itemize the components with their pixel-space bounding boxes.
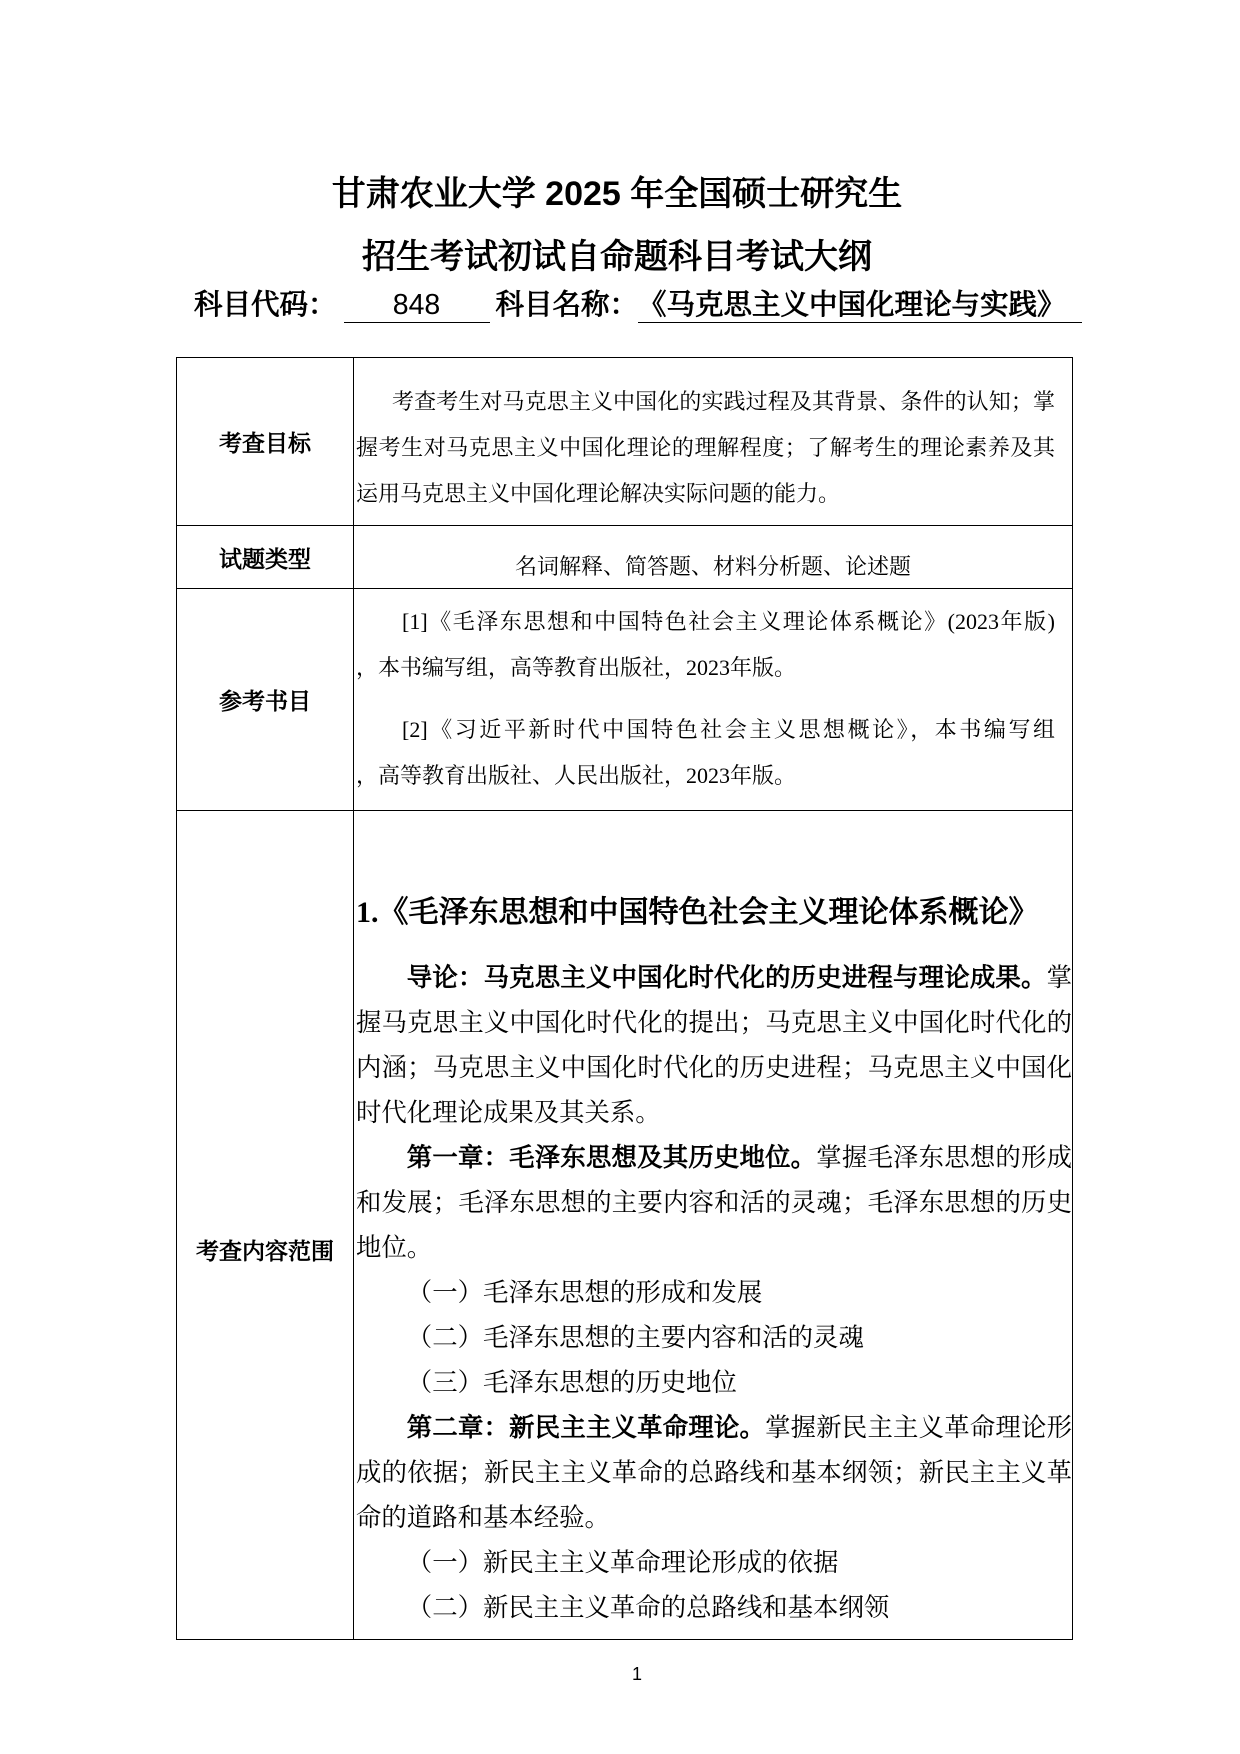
scope-label: 考查内容范围 (196, 1237, 334, 1264)
scope-sub-item: （二）新民主主义革命的总路线和基本纲领 (406, 1594, 890, 1622)
reference-line: [1]《毛泽东思想和中国特色社会主义理论体系概论》(2023年版) (402, 609, 1055, 634)
reference-item (356, 599, 1055, 691)
paragraph-lead: 导论：马克思主义中国化时代化的历史进程与理论成果。 (406, 964, 1047, 992)
paragraph-lead: 第二章：新民主主义革命理论。 (406, 1414, 766, 1442)
references-content-cell (354, 589, 1073, 811)
references-label-cell (177, 589, 354, 811)
scope-label-cell (177, 811, 354, 1640)
scope-sub-item: （一）毛泽东思想的形成和发展 (406, 1279, 763, 1307)
question-types-content-cell (354, 526, 1073, 589)
subject-code-value: 848 (344, 288, 490, 323)
paragraph-text: 掌握马克思主义中国化时代化的提出；马克思主义中国化时代化的内涵；马克思主义中国化时代化的历史进程；马克思主义中国化时代化理论成果及其关系。 (356, 964, 1072, 1127)
paragraph-text: 掌握新民主主义革命理论形成的依据；新民主主义革命的总路线和基本纲领；新民主主义革命的道路和基本经验。 (356, 1414, 1073, 1532)
page-number: 1 (631, 1664, 642, 1684)
scope-content-cell (354, 811, 1073, 1640)
scope-heading: 1.《毛泽东思想和中国特色社会主义理论体系概论》 (356, 896, 1039, 929)
subject-name-value: 《马克思主义中国化理论与实践》 (638, 288, 1082, 323)
scope-sub-item: （一）新民主主义革命理论形成的依据 (406, 1549, 839, 1577)
scope-paragraph (356, 956, 1072, 1136)
subject-code-label: 科目代码： (194, 289, 337, 321)
scope-sub-item: （二）毛泽东思想的主要内容和活的灵魂 (406, 1324, 864, 1352)
objectives-label: 考查目标 (219, 430, 311, 456)
reference-item (356, 707, 1055, 799)
references-label: 参考书目 (219, 688, 311, 714)
question-types-label: 试题类型 (219, 545, 311, 572)
objectives-label-cell (177, 358, 354, 526)
subject-line (194, 288, 1082, 326)
reference-line: ，本书编写组，高等教育出版社，2023年版。 (356, 655, 797, 680)
reference-line: ，高等教育出版社、人民出版社，2023年版。 (356, 763, 797, 788)
scope-paragraph (356, 1136, 1072, 1271)
objectives-content-cell (354, 358, 1073, 526)
scope-paragraph (356, 1406, 1072, 1541)
title-line-2: 招生考试初试自命题科目考试大纲 (362, 238, 872, 276)
question-types-label-cell (177, 526, 354, 589)
reference-line: [2]《习近平新时代中国特色社会主义思想概论》，本书编写组 (402, 717, 1055, 742)
scope-sub-item: （三）毛泽东思想的历史地位 (406, 1369, 737, 1397)
subject-name-label: 科目名称： (495, 289, 639, 321)
syllabus-table (176, 357, 1073, 1640)
question-types-text: 名词解释、简答题、材料分析题、论述题 (514, 554, 911, 579)
objectives-text: 考查考生对马克思主义中国化的实践过程及其背景、条件的认知；掌握考生对马克思主义中国化理论的理解程度；了解考生的理论素养及其运用马克思主义中国化理论解决实际问题的能力。 (356, 389, 1055, 506)
paragraph-text: 掌握毛泽东思想的形成和发展；毛泽东思想的主要内容和活的灵魂；毛泽东思想的历史地位。 (356, 1144, 1073, 1262)
paragraph-lead: 第一章：毛泽东思想及其历史地位。 (406, 1144, 817, 1172)
title-line-1: 甘肃农业大学 2025 年全国硕士研究生 (331, 175, 903, 213)
